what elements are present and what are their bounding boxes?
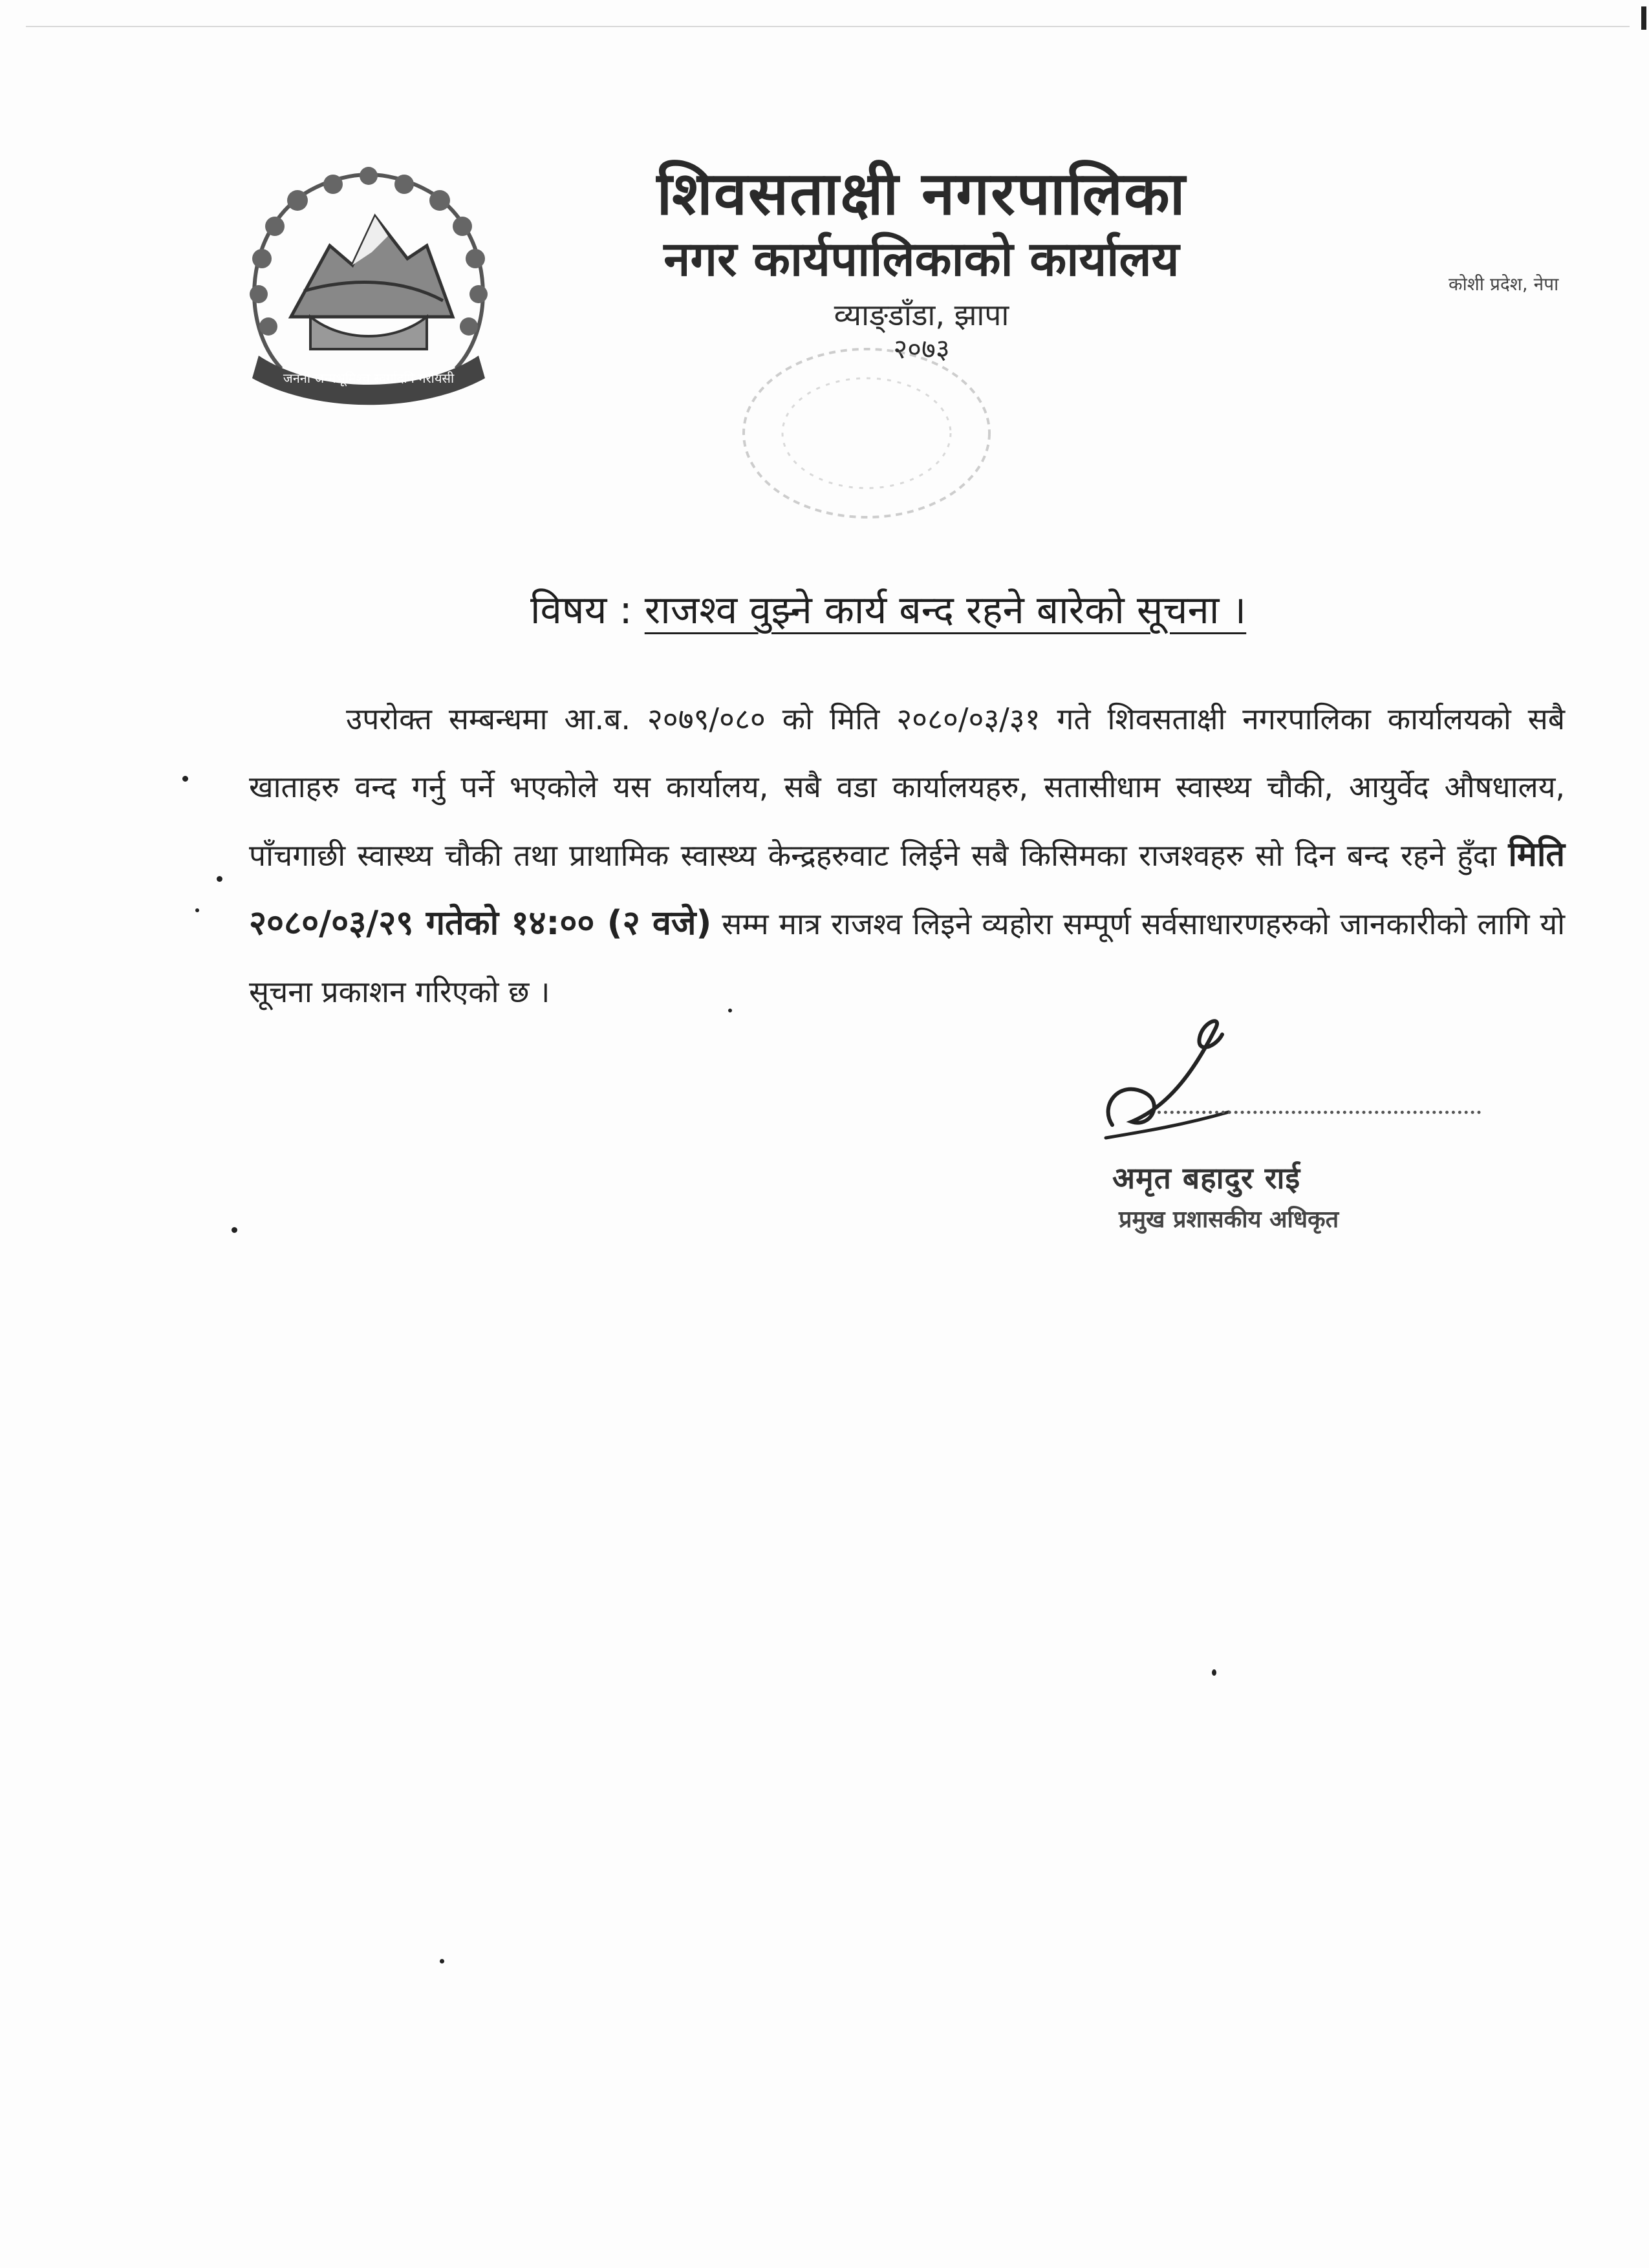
notice-subject — [530, 582, 1246, 635]
scan-speck — [1212, 1669, 1216, 1676]
scan-speck — [195, 908, 199, 912]
signature-line — [1158, 1111, 1481, 1114]
notice-body — [249, 685, 1565, 1026]
scan-edge-line — [26, 26, 1630, 27]
subject-text: राजश्व वुझ्ने कार्य बन्द रहने बारेको सूचना । — [644, 588, 1247, 633]
municipality-name: शिवसताक्षी नगरपालिका — [656, 159, 1187, 228]
signature-icon — [1093, 1009, 1235, 1144]
office-address: व्याङ्डाँडा, झापा — [834, 297, 1009, 332]
scan-speck — [182, 776, 188, 782]
body-deadline: मिति २०८०/०३/२९ गतेको १४:०० (२ वजे) — [249, 835, 1565, 943]
scan-edge-mark — [1641, 6, 1646, 30]
province-label: कोशी प्रदेश, नेपा — [1449, 273, 1559, 295]
body-part-1: उपरोक्त सम्बन्धमा आ.ब. २०७९/०८० को मिति २०८०/०३/३१ गते शिवसताक्षी नगरपालिका कार्यालयको सबै खाताहरु वन्द गर्नु पर्ने भएकोले यस कार्यालय, सबै वडा कार्यालयहरु, सतासीधाम स्वास्थ्य चौकी, आयुर्वेद औषधालय, पाँचगाछी स्वास्थ्य चौकी तथा प्राथामिक स्वास्थ्य केन्द्रहरुवाट लिईने सबै किसिमका राजश्वहरु सो दिन बन्द रहने हुँदा — [249, 701, 1565, 873]
office-name: नगर कार्यपालिकाको कार्यालय — [663, 231, 1180, 288]
scan-speck — [728, 1009, 732, 1012]
signatory-title: प्रमुख प्रशासकीय अधिकृत — [1119, 1206, 1339, 1233]
emblem-motto: जननी जन्मभूमिश्च स्वर्गादपि गरीयसी — [283, 370, 455, 386]
established-year: २०७३ — [893, 333, 950, 365]
nepal-emblem-icon — [220, 155, 517, 414]
office-stamp-icon — [731, 336, 1002, 530]
body-part-2: सम्म मात्र राजश्व लिइने व्यहोरा सम्पूर्ण सर्वसाधारणहरुको जानकारीको लागि यो सूचना प्रकाशन गरिएको छ । — [249, 906, 1566, 1009]
scan-speck — [217, 876, 222, 882]
scan-speck — [232, 1227, 237, 1233]
scan-speck — [440, 1959, 444, 1963]
signatory-name: अमृत बहादुर राई — [1112, 1161, 1301, 1195]
subject-label: विषय : — [530, 588, 632, 633]
letterhead — [582, 158, 1261, 365]
